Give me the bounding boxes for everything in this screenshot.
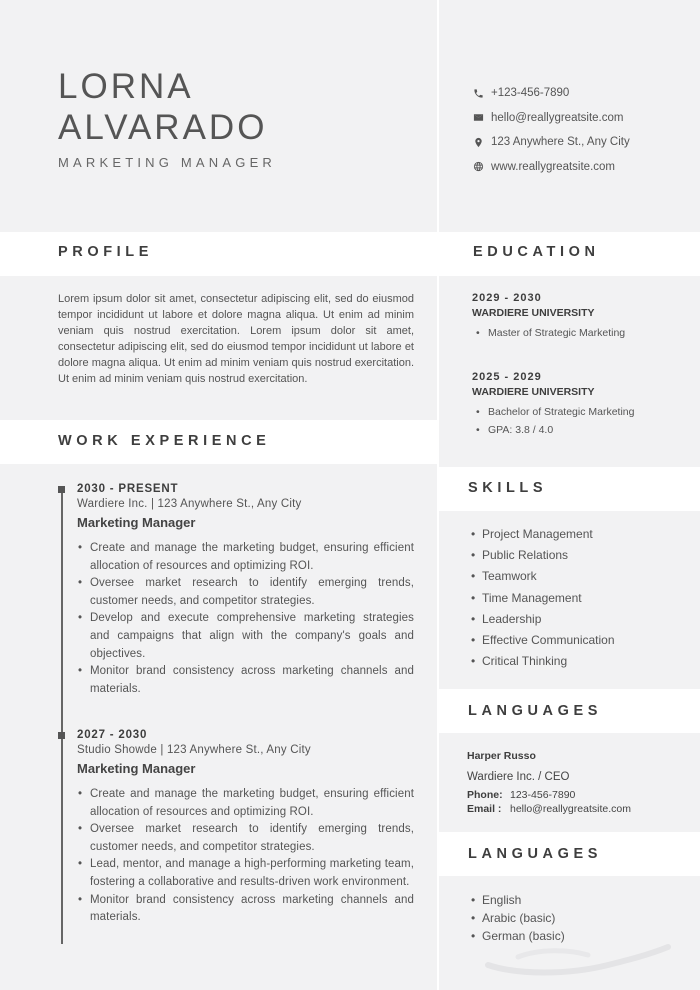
- job-title: Marketing Manager: [77, 761, 196, 776]
- contact-website: [472, 155, 692, 180]
- job-period: 2027 - 2030: [77, 729, 148, 741]
- timeline-dot: [58, 486, 65, 493]
- last-name: ALVARADO: [58, 108, 268, 147]
- phone-icon: [472, 87, 484, 99]
- watermark-logo: [478, 935, 678, 981]
- skills-list: [470, 524, 680, 672]
- job-role: MARKETING MANAGER: [58, 155, 277, 170]
- phone-text: +123-456-7890: [491, 87, 570, 100]
- website-text: www.reallygreatsite.com: [491, 160, 615, 173]
- job-bullets: [77, 540, 414, 698]
- education-entry: [472, 292, 682, 342]
- profile-text: Lorem ipsum dolor sit amet, consectetur adipiscing elit, sed do eiusmod tempor incididunt ut labore et dolore magna aliqua. Ut enim ad minim veniam quis nostrud exercitation. Lorem ipsum dolor sit amet, consectetur adipiscing elit, sed do eiusmod tempor incididunt ut labore et dolore magna aliqua. Ut enim ad minim veniam quis nostrud exercitation. Ut enim ad minim veniam quis nostrud exercitation.: [58, 293, 414, 385]
- job-bullet: • Monitor brand consistency across marketing channels and materials.: [77, 892, 414, 927]
- job-company: Wardiere Inc. | 123 Anywhere St., Any City: [77, 498, 302, 510]
- reference-phone-label: Phone:: [467, 789, 503, 801]
- language-item: • English: [470, 892, 680, 910]
- education-heading: EDUCATION: [473, 244, 600, 260]
- job-period: 2030 - PRESENT: [77, 483, 179, 495]
- language-item: • German (basic): [470, 928, 680, 946]
- education-item: • Master of Strategic Marketing: [472, 324, 682, 342]
- contact-email: [472, 106, 692, 131]
- first-name: LORNA: [58, 67, 194, 106]
- reference-name: Harper Russo: [467, 750, 536, 762]
- job-bullet: • Create and manage the marketing budget, ensuring efficient allocation of resources and optimizing ROI.: [77, 786, 414, 821]
- education-years: 2029 - 2030: [472, 292, 542, 304]
- language-item: • Arabic (basic): [470, 910, 680, 928]
- education-item: • GPA: 3.8 / 4.0: [472, 421, 682, 439]
- location-pin-icon: [472, 136, 484, 148]
- reference-heading: LANGUAGES: [468, 703, 603, 719]
- envelope-icon: [472, 112, 484, 124]
- reference-block: [467, 750, 687, 815]
- education-school: WARDIERE UNIVERSITY: [472, 386, 595, 398]
- job-bullet: • Oversee market research to identify emerging trends, customer needs, and competitor strategies.: [77, 821, 414, 856]
- skill-item: • Leadership: [470, 609, 680, 630]
- timeline-dot: [58, 732, 65, 739]
- reference-phone: [467, 789, 687, 801]
- skill-item: • Critical Thinking: [470, 651, 680, 672]
- full-name: [58, 66, 267, 148]
- languages-heading: LANGUAGES: [468, 846, 603, 862]
- education-items: [472, 403, 682, 439]
- address-text: 123 Anywhere St., Any City: [491, 136, 630, 149]
- education-entry: [472, 371, 682, 439]
- reference-phone-value: 123-456-7890: [510, 789, 576, 801]
- skill-item: • Teamwork: [470, 566, 680, 587]
- job-bullet: • Oversee market research to identify emerging trends, customer needs, and competitor strategies.: [77, 575, 414, 610]
- education-school: WARDIERE UNIVERSITY: [472, 307, 595, 319]
- contact-phone: [472, 81, 692, 106]
- job-bullet: • Develop and execute comprehensive marketing strategies and campaigns that align with the company's goals and objectives.: [77, 610, 414, 663]
- reference-email: [467, 803, 687, 815]
- work-heading: WORK EXPERIENCE: [58, 433, 271, 449]
- job-bullet: • Lead, mentor, and manage a high-performing marketing team, fostering a collaborative and results-driven work environment.: [77, 856, 414, 891]
- education-item: • Bachelor of Strategic Marketing: [472, 403, 682, 421]
- skill-item: • Public Relations: [470, 545, 680, 566]
- reference-org: Wardiere Inc. / CEO: [467, 771, 570, 783]
- job-entry: [77, 729, 414, 927]
- email-text: hello@reallygreatsite.com: [491, 111, 624, 124]
- contact-block: [472, 81, 692, 179]
- skill-item: • Time Management: [470, 588, 680, 609]
- job-bullet: • Monitor brand consistency across marketing channels and materials.: [77, 663, 414, 698]
- timeline-line: [61, 490, 63, 944]
- profile-heading: PROFILE: [58, 244, 154, 260]
- skill-item: • Effective Communication: [470, 630, 680, 651]
- reference-email-label: Email :: [467, 803, 502, 815]
- contact-address: [472, 130, 692, 155]
- job-company: Studio Showde | 123 Anywhere St., Any City: [77, 744, 311, 756]
- globe-icon: [472, 161, 484, 173]
- skills-heading: SKILLS: [468, 480, 548, 496]
- job-bullets: [77, 786, 414, 927]
- education-years: 2025 - 2029: [472, 371, 542, 383]
- job-title: Marketing Manager: [77, 515, 196, 530]
- reference-email-value: hello@reallygreatsite.com: [510, 803, 631, 815]
- job-bullet: • Create and manage the marketing budget, ensuring efficient allocation of resources and optimizing ROI.: [77, 540, 414, 575]
- education-items: [472, 324, 682, 342]
- job-entry: [77, 483, 414, 698]
- skill-item: • Project Management: [470, 524, 680, 545]
